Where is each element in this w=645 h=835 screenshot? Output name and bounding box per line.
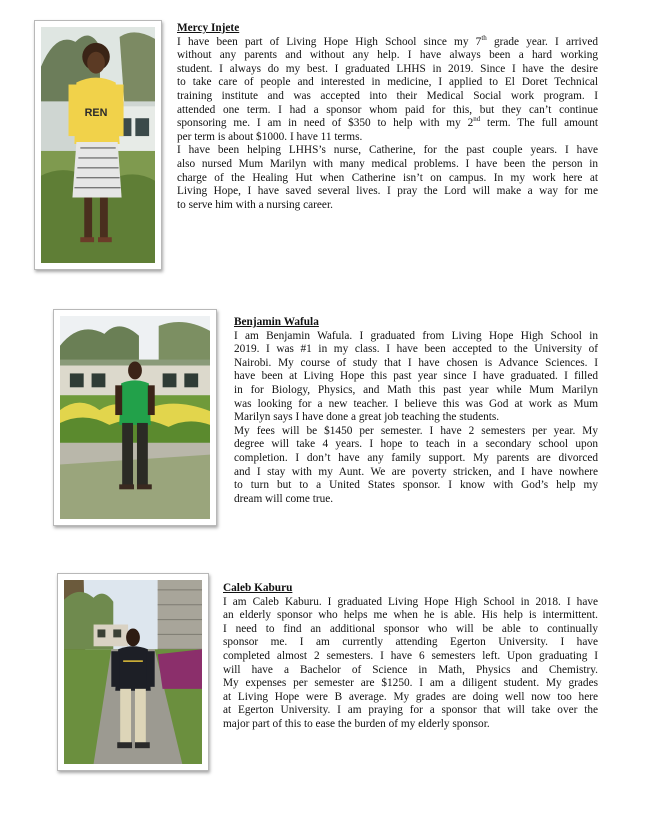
student-bio-paragraph: I am Caleb Kaburu. I graduated Living Hope High School in 2018. I have an elderly sponsor who helps me when he is able. His help is intermittent. I need to find an additional sponsor who will be able to continually sponsor me. I am currently attending Egerton University. I have completed almost 2 semesters. I have 6 semesters left. Upon graduating I will have a Bachelor of Science in Math, Physics and Chemistry. My expenses per semester are $1250. I am a diligent student. My grades at Living Hope were B average. My grades are doing well now too here at Egerton University. I am praying for a sponsor that will take over the major part of this to ease the burden of my elderly sponsor. [223, 595, 598, 730]
student-name: Benjamin Wafula [234, 316, 319, 328]
student-entry-mercy [177, 22, 598, 212]
student-name: Caleb Kaburu [223, 582, 293, 594]
student-bio-paragraph: I have been helping LHHS’s nurse, Catherine, for the past couple years. I have also nursed Mum Marilyn with many medical problems. I have been the person in charge of the Healing Hut when Catherine isn’t on campus. In my work here at Living Hope, I have saved several lives. I pray the Lord will make a way for me to serve him with a nursing career. [177, 144, 598, 211]
student-photo-mercy [34, 20, 162, 270]
student-entry-benjamin [234, 316, 598, 506]
student-bio-paragraph: I have been part of Living Hope High School since my 7th grade year. I arrived without any parents and without any help. I have always been a hard working student. I always do my best. I graduated LHHS in 2019. Since I have the desire to take care of people and interested in medicine, I applied to El Doret Technical training institute and was accepted into their Medical Social work program. I attended one term. I had a sponsor whom paid for this, but they can’t continue sponsoring me. I am in need of $350 to help with my 2nd term. The full amount per term is about $1000. I have 11 terms. [177, 33, 599, 143]
photo-image [60, 316, 210, 519]
student-photo-caleb [57, 573, 209, 771]
photo-image [64, 580, 202, 764]
student-photo-benjamin [53, 309, 217, 526]
student-bio-paragraph: I am Benjamin Wafula. I graduated from Living Hope High School in 2019. I was #1 in my class. I have been accepted to the University of Nairobi. My course of study that I have chosen is Advance Sciences. I have been at Living Hope this past year since I have graduated. I filled in for Biology, Physics, and Math this past year while Mum Marilyn was looking for a new teacher. I believe this was God at work as Mum Marilyn says I have done a great job teaching the students. [234, 329, 598, 424]
photo-image [41, 27, 155, 263]
student-name: Mercy Injete [177, 22, 240, 34]
student-entry-caleb [223, 582, 598, 732]
student-bio-paragraph: My fees will be $1450 per semester. I have 2 semesters per year. My degree will take 4 years. I hope to teach in a secondary school upon completion. I don’t have any family support. My parents are divorced and I stay with my Aunt. We are poverty stricken, and I have nowhere to turn but to a United States sponsor. I know with God’s help my dream will come true. [234, 424, 598, 505]
photo-shirt-text: REN [84, 107, 108, 120]
